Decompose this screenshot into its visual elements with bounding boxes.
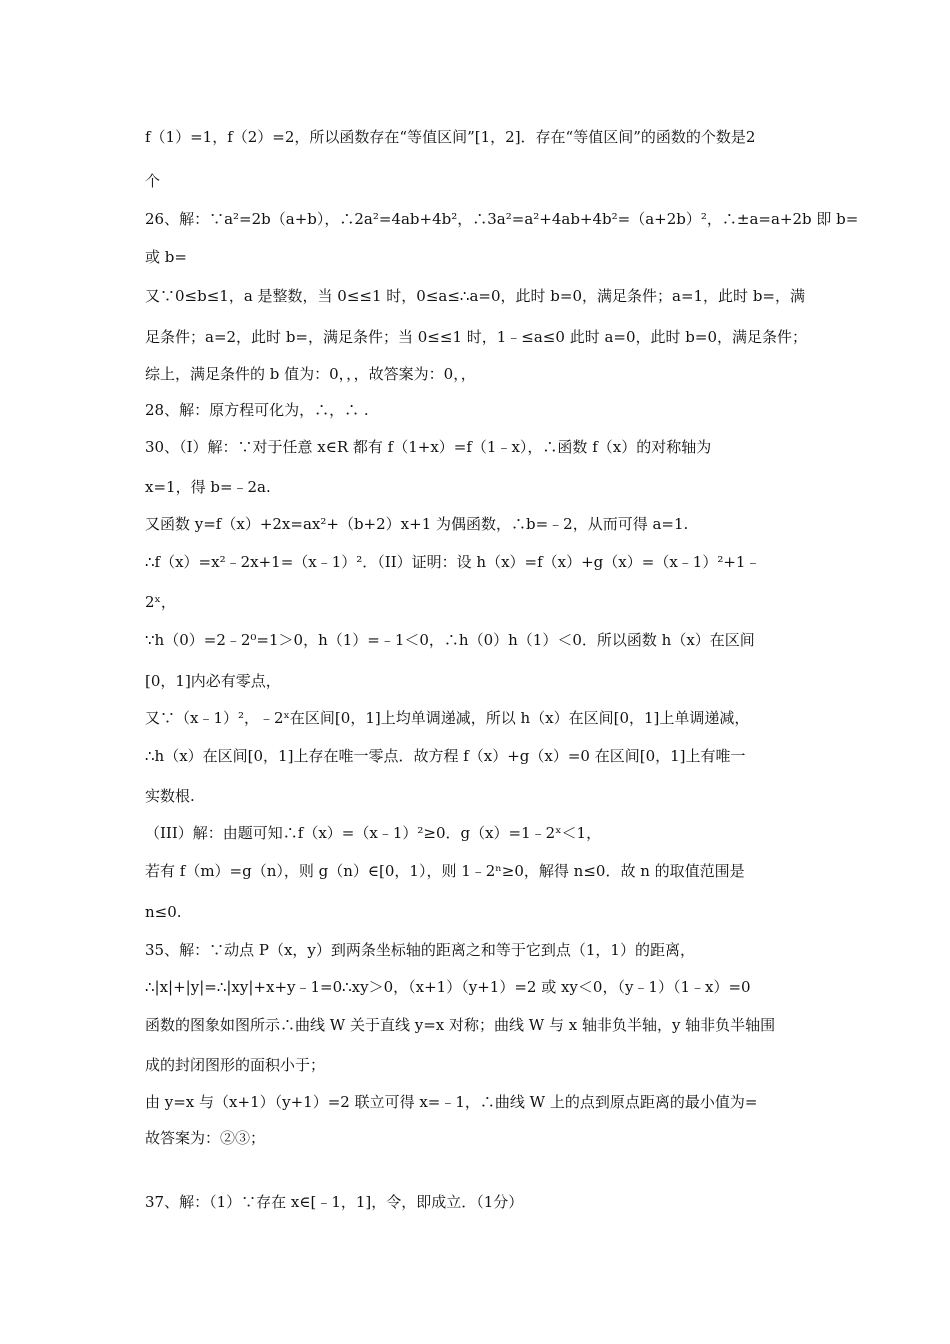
text-line: 综上，满足条件的 b 值为：0，，，故答案为：0，， [145,365,476,383]
text-line: 故答案为：②③； [145,1129,266,1147]
text-line: 又函数 y=f（x）+2x=ax²+（b+2）x+1 为偶函数，∴b=﹣2，从而可得 a=1. [145,515,689,533]
text-line: ∵h（0）=2﹣2⁰=1＞0，h（1）=﹣1＜0，∴h（0）h（1）＜0．所以函数 h（x）在区间 [145,631,755,649]
text-line: 37、解：（1）∵存在 x∈[﹣1，1]，令，即成立．（1分） [145,1193,524,1211]
text-line: 或 b= [145,248,187,266]
text-line: （III）解：由题可知∴f（x）=（x﹣1）²≥0．g（x）=1﹣2ˣ＜1， [145,824,602,842]
text-line: 28、解：原方程可化为，∴，∴ . [145,401,369,419]
text-line: ∴h（x）在区间[0，1]上存在唯一零点．故方程 f（x）+g（x）=0 在区间[0，1]上有唯一 [145,747,746,765]
text-line: 又∵（x﹣1）²，﹣2ˣ在区间[0，1]上均单调递减，所以 h（x）在区间[0，1]上单调递减， [145,709,750,727]
text-line: 实数根. [145,787,195,805]
text-line: ∴|x|+|y|=∴|xy|+x+y﹣1=0∴xy＞0，（x+1）（y+1）=2 或 xy＜0，（y﹣1）（1﹣x）=0 [145,978,751,996]
text-line: 2ˣ， [145,593,176,611]
text-line: 个 [145,172,161,190]
text-line: 又∵0≤b≤1，a 是整数，当 0≤≤1 时，0≤a≤∴a=0，此时 b=0，满足条件；a=1，此时 b=，满 [145,287,805,305]
text-line: 若有 f（m）=g（n），则 g（n）∈[0，1），则 1﹣2ⁿ≥0，解得 n≤0．故 n 的取值范围是 [145,862,745,880]
text-line: ∴f（x）=x²﹣2x+1=（x﹣1）²．（II）证明：设 h（x）=f（x）+g（x）=（x﹣1）²+1﹣ [145,553,761,571]
text-line: 成的封闭图形的面积小于； [145,1056,326,1074]
text-line: 26、解：∵a²=2b（a+b），∴2a²=4ab+4b²，∴3a²=a²+4ab+4b²=（a+2b）²，∴±a=a+2b 即 b= [145,210,859,228]
text-line: 30、（I）解：∵对于任意 x∈R 都有 f（1+x）=f（1﹣x），∴函数 f（x）的对称轴为 [145,438,712,456]
text-line: 35、解：∵动点 P（x，y）到两条坐标轴的距离之和等于它到点（1，1）的距离， [145,941,695,959]
text-line: 足条件；a=2，此时 b=，满足条件；当 0≤≤1 时，1﹣≤a≤0 此时 a=0，此时 b=0，满足条件； [145,328,807,346]
text-line: x=1，得 b=﹣2a. [145,478,271,496]
text-line: f（1）=1，f（2）=2，所以函数存在“等值区间”[1，2]．存在“等值区间”的函数的个数是2 [145,128,756,146]
text-line: n≤0. [145,903,182,921]
text-line: [0，1]内必有零点， [145,672,281,690]
text-line: 函数的图象如图所示∴曲线 W 关于直线 y=x 对称；曲线 W 与 x 轴非负半轴，y 轴非负半轴围 [145,1016,776,1034]
text-line: 由 y=x 与（x+1）（y+1）=2 联立可得 x=﹣1，∴曲线 W 上的点到原点距离的最小值为= [145,1093,758,1111]
